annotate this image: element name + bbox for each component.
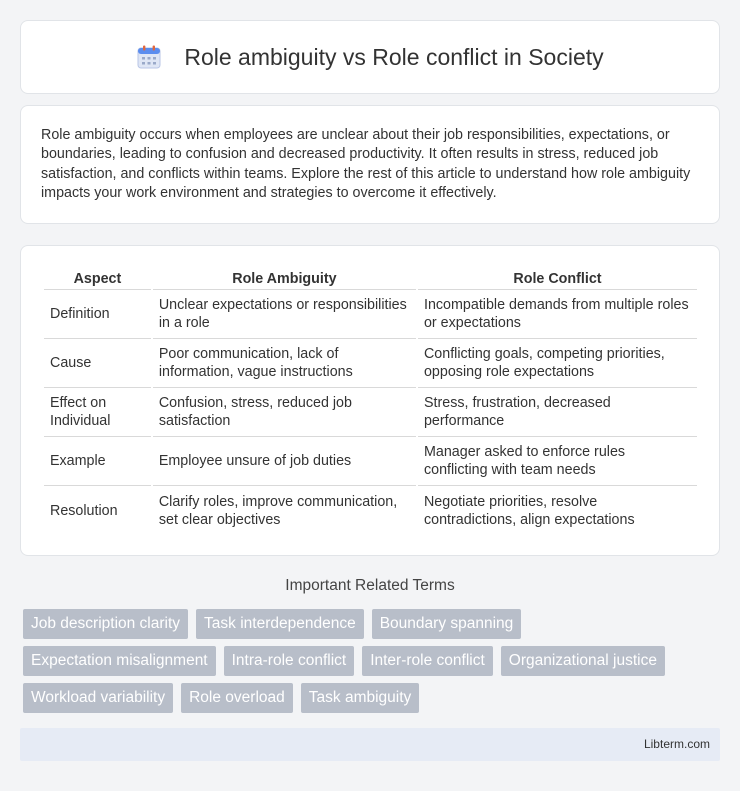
table-row [44, 290, 697, 339]
table-cell-aspect: Example [44, 437, 151, 486]
page-title: Role ambiguity vs Role conflict in Society [184, 43, 604, 70]
table-cell-conflict: Incompatible demands from multiple roles or expectations [418, 290, 697, 339]
tag-task-interdependence[interactable]: Task interdependence [196, 609, 364, 639]
table-row [44, 437, 697, 486]
header-role-conflict: Role Conflict [418, 266, 697, 290]
related-terms-heading: Important Related Terms [285, 577, 455, 594]
comparison-card [20, 245, 720, 556]
tag-boundary-spanning[interactable]: Boundary spanning [372, 609, 522, 639]
table-cell-aspect: Effect on Individual [44, 388, 151, 437]
calendar-icon [136, 44, 162, 70]
tag-inter-role-conflict[interactable]: Inter-role conflict [362, 646, 493, 676]
table-cell-conflict: Stress, frustration, decreased performance [418, 388, 697, 437]
intro-card [20, 105, 720, 224]
tag-organizational-justice[interactable]: Organizational justice [501, 646, 665, 676]
tag-row [23, 609, 723, 639]
header-role-ambiguity: Role Ambiguity [153, 266, 416, 290]
header-card [20, 20, 720, 94]
table-cell-conflict: Conflicting goals, competing priorities, opposing role expectations [418, 339, 697, 388]
table-cell-aspect: Definition [44, 290, 151, 339]
tag-task-ambiguity[interactable]: Task ambiguity [301, 683, 420, 713]
footer-site-link[interactable]: Libterm.com [643, 737, 710, 751]
table-cell-ambiguity: Poor communication, lack of information, vague instructions [153, 339, 416, 388]
tag-job-description-clarity[interactable]: Job description clarity [23, 609, 188, 639]
tag-intra-role-conflict[interactable]: Intra-role conflict [224, 646, 355, 676]
footer [20, 728, 720, 761]
tag-role-overload[interactable]: Role overload [181, 683, 293, 713]
table-row [44, 486, 697, 535]
table-cell-ambiguity: Clarify roles, improve communication, set clear objectives [158, 493, 398, 528]
table-cell-conflict: Manager asked to enforce rules conflicting with team needs [418, 437, 697, 486]
intro-paragraph: Role ambiguity occurs when employees are unclear about their job responsibilities, expectations, or boundaries, leading to confusion and decreased productivity. It often results in stress, reduced job satisfaction, and conflicts within teams. Explore the rest of this article to understand how role ambiguity impacts your work environment and strategies to overcome it effectively. [41, 127, 691, 201]
table-cell-ambiguity: Confusion, stress, reduced job satisfaction [153, 388, 416, 437]
table-cell-ambiguity: Employee unsure of job duties [153, 437, 416, 486]
table-row [44, 339, 697, 388]
tag-expectation-misalignment[interactable]: Expectation misalignment [23, 646, 216, 676]
related-terms-list [23, 609, 723, 720]
tag-row [23, 646, 723, 676]
table-cell-conflict: Negotiate priorities, resolve contradictions, align expectations [423, 493, 635, 528]
tag-workload-variability[interactable]: Workload variability [23, 683, 173, 713]
table-row [44, 388, 697, 437]
table-header-row [44, 266, 697, 290]
table-cell-ambiguity: Unclear expectations or responsibilities in a role [153, 290, 416, 339]
tag-row [23, 683, 723, 713]
header-aspect: Aspect [44, 266, 151, 290]
comparison-table [42, 266, 699, 535]
table-cell-aspect: Resolution [50, 502, 118, 519]
table-cell-aspect: Cause [44, 339, 151, 388]
